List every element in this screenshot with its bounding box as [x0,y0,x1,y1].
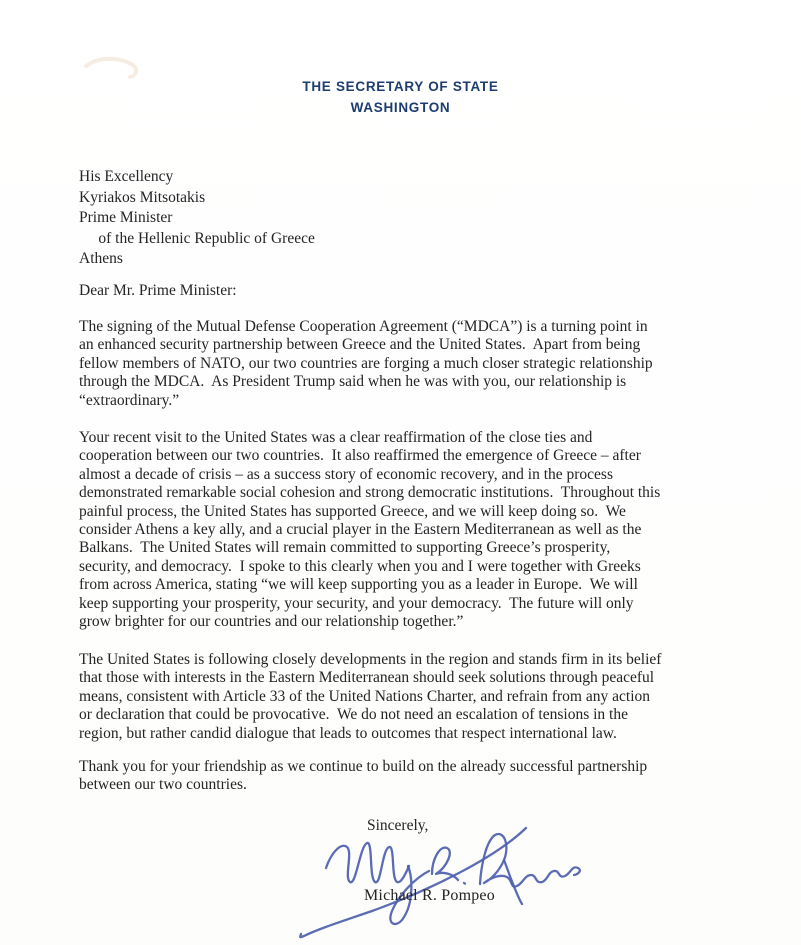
text-line: means, consistent with Article 33 of the United Nations Charter, and refrain from any action [79,687,650,705]
signature-ink-icon [280,816,610,945]
text-line: security, and democracy. I spoke to this clearly when you and I were together with Greeks [79,557,641,575]
text-line: Thank you for your friendship as we continue to build on the already successful partnership [79,758,648,775]
paragraph-2 [79,429,660,631]
letterhead [0,76,801,118]
text-line: consider Athens a key ally, and a crucial player in the Eastern Mediterranean as well as the [79,521,642,539]
text-line: of the Hellenic Republic of Greece [79,229,315,247]
paragraph-4 [79,758,647,795]
paragraph-1 [79,318,653,410]
text-line: from across America, stating “we will keep supporting you as a leader in Europe. We will [79,576,638,594]
text-line: keep supporting your prosperity, your security, and your democracy. The future will only [79,594,634,612]
signature-typed-name: Michael R. Pompeo [364,887,495,904]
text-line: Your recent visit to the United States was a clear reaffirmation of the close ties and [79,429,593,446]
text-line: region, but rather candid dialogue that leads to outcomes that respect international law. [79,724,617,742]
letterhead-office: THE SECRETARY OF STATE [302,79,499,94]
text-line: Athens [79,250,123,268]
text-line: demonstrated remarkable social cohesion and strong democratic institutions. Throughout this [79,484,661,502]
text-line: cooperation between our two countries. It also reaffirmed the emergence of Greece – after [79,447,641,465]
text-line: an enhanced security partnership between Greece and the United States. Apart from being [79,336,641,354]
letterhead-city: WASHINGTON [350,100,451,115]
text-line: The United States is following closely developments in the region and stands firm in its belief [79,651,662,668]
text-line: His Excellency [79,168,174,185]
text-line: or declaration that could be provocative. We do not need an escalation of tensions in the [79,706,628,724]
text-line: “extraordinary.” [79,391,180,409]
paragraph-3 [79,651,661,743]
text-line: that those with interests in the Eastern Mediterranean should seek solutions through peaceful [79,669,655,687]
text-line: almost a decade of crisis – as a success story of economic recovery, and in the process [79,465,613,483]
text-line: The signing of the Mutual Defense Cooperation Agreement (“MDCA”) is a turning point in [79,318,648,335]
text-line: Balkans. The United States will remain committed to supporting Greece’s prosperity, [79,539,611,557]
text-line: fellow members of NATO, our two countries are forging a much closer strategic relationship [79,354,653,372]
salutation: Dear Mr. Prime Minister: [79,282,237,299]
text-line: grow brighter for our countries and our relationship together.” [79,613,464,631]
text-line: between our two countries. [79,776,247,794]
text-line: through the MDCA. As President Trump said when he was with you, our relationship is [79,373,627,391]
recipient-address [79,167,315,270]
text-line: painful process, the United States has supported Greece, and we will keep doing so. We [79,502,626,520]
text-line: Kyriakos Mitsotakis [79,188,206,206]
text-line: Prime Minister [79,209,173,227]
closing-sincerely: Sincerely, [367,817,429,834]
